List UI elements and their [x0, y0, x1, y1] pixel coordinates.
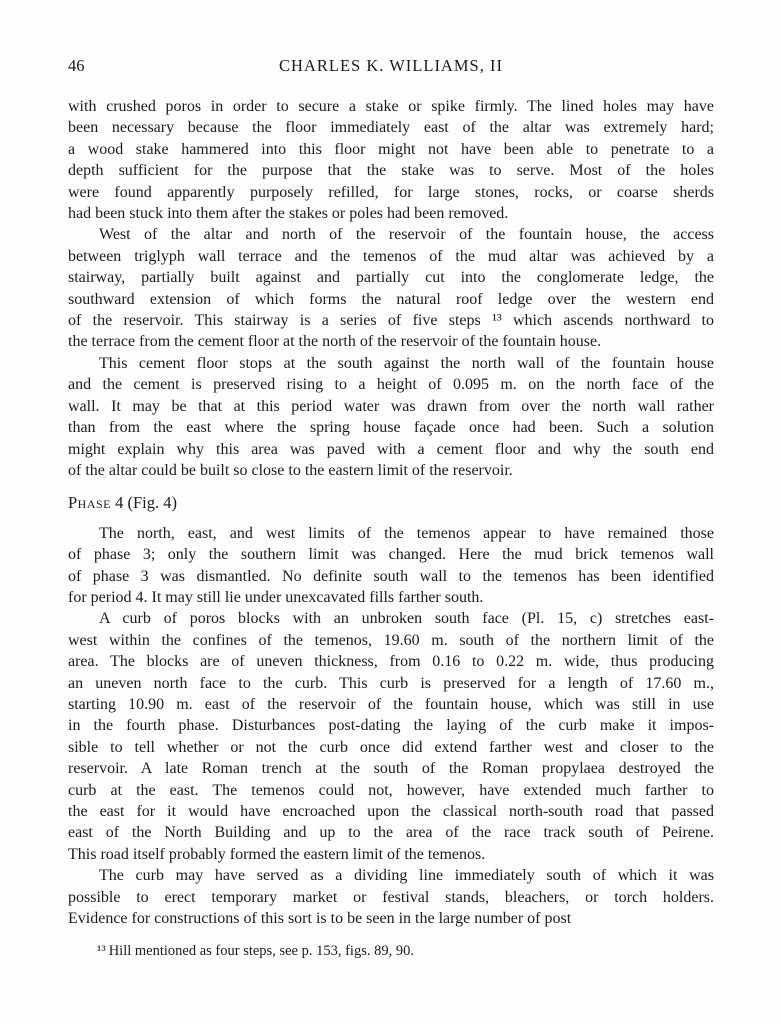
page-number: 46 — [68, 56, 85, 75]
text-line: area. The blocks are of uneven thickness, from 0.16 to 0.22 m. wide, thus producing — [68, 653, 714, 671]
text-line: an uneven north face to the curb. This curb is preserved for a length of 17.60 m., — [68, 674, 714, 692]
text-line: had been stuck into them after the stakes or poles had been removed. — [68, 205, 509, 223]
text-line: for period 4. It may still lie under unexcavated fills farther south. — [68, 588, 484, 606]
text-line: of the reservoir. This stairway is a series of five steps ¹³ which ascends northward to — [68, 312, 714, 330]
footnote-text: Hill mentioned as four steps, see p. 153, figs. 89, 90. — [108, 943, 414, 960]
text-line: A curb of poros blocks with an unbroken south face (Pl. 15, c) stretches east- — [99, 610, 714, 628]
text-line: a wood stake hammered into this floor might not have been able to penetrate to a — [68, 140, 714, 158]
paragraph — [68, 865, 714, 929]
text-line: east of the North Building and up to the area of the race track south of Peirene. — [68, 824, 714, 842]
text-line: starting 10.90 m. east of the reservoir of the fountain house, which was still in use — [68, 695, 714, 713]
page-header — [68, 56, 714, 78]
text-line: the east for it would have encroached upon the classical north-south road that passed — [68, 803, 714, 820]
paragraph — [68, 224, 714, 352]
text-line: of phase 3; only the southern limit was changed. Here the mud brick temenos wall — [68, 546, 714, 564]
text-line: sible to tell whether or not the curb once did extend farther west and closer to the — [68, 738, 714, 756]
paragraph — [68, 96, 714, 224]
text-line: and the cement is preserved rising to a height of 0.095 m. on the north face of the — [68, 376, 714, 394]
body-text — [68, 96, 714, 929]
text-line: between triglyph wall terrace and the temenos of the mud altar was achieved by a — [68, 247, 714, 265]
text-line: west within the confines of the temenos, 19.60 m. south of the northern limit of the — [68, 631, 714, 649]
text-line: stairway, partially built against and partially cut into the conglomerate ledge, the — [68, 269, 714, 287]
footnote-marker: ¹³ — [97, 943, 106, 960]
paragraph — [68, 353, 714, 481]
text-line: The north, east, and west limits of the temenos appear to have remained those — [99, 524, 714, 542]
section-heading — [68, 492, 714, 513]
running-head: CHARLES K. WILLIAMS, II — [279, 56, 503, 75]
text-line: been necessary because the floor immediately east of the altar was extremely hard; — [68, 119, 714, 137]
text-line: wall. It may be that at this period water was drawn from over the north wall rather — [68, 397, 714, 415]
text-line: southward extension of which forms the natural roof ledge over the western end — [68, 290, 714, 308]
text-line: depth sufficient for the purpose that the stake was to serve. Most of the holes — [68, 162, 714, 180]
heading-rest-text: 4 (Fig. 4) — [111, 493, 178, 513]
text-line: reservoir. A late Roman trench at the south of the Roman propylaea destroyed the — [68, 760, 714, 778]
text-line: West of the altar and north of the reservoir of the fountain house, the access — [99, 226, 714, 244]
text-line: The curb may have served as a dividing line immediately south of which it was — [99, 867, 714, 885]
text-line: of the altar could be built so close to the eastern limit of the reservoir. — [68, 461, 513, 479]
text-line: curb at the east. The temenos could not, however, have extended much farther to — [68, 781, 714, 799]
text-line: This road itself probably formed the eastern limit of the temenos. — [68, 845, 486, 863]
text-line: were found apparently purposely refilled, for large stones, rocks, or coarse sherds — [68, 183, 714, 201]
text-line: possible to erect temporary market or festival stands, bleachers, or torch holders. — [68, 888, 714, 906]
text-line: with crushed poros in order to secure a stake or spike firmly. The lined holes may have — [68, 98, 714, 115]
text-line: This cement floor stops at the south against the north wall of the fountain house — [99, 354, 714, 372]
paragraph — [68, 523, 714, 609]
paragraph — [68, 608, 714, 865]
text-line: the terrace from the cement floor at the north of the reservoir of the fountain house. — [68, 333, 602, 351]
text-line: of phase 3 was dismantled. No definite south wall to the temenos has been identified — [68, 567, 714, 585]
text-line: Evidence for constructions of this sort is to be seen in the large number of post — [68, 910, 572, 928]
text-line: in the fourth phase. Disturbances post-dating the laying of the curb make it impos- — [68, 717, 714, 735]
text-line: than from the east where the spring house façade once had been. Such a solution — [68, 419, 714, 437]
text-line: might explain why this area was paved with a cement floor and why the south end — [68, 440, 714, 458]
footnote — [68, 942, 714, 961]
heading-smallcaps-text: Phase — [68, 493, 112, 513]
